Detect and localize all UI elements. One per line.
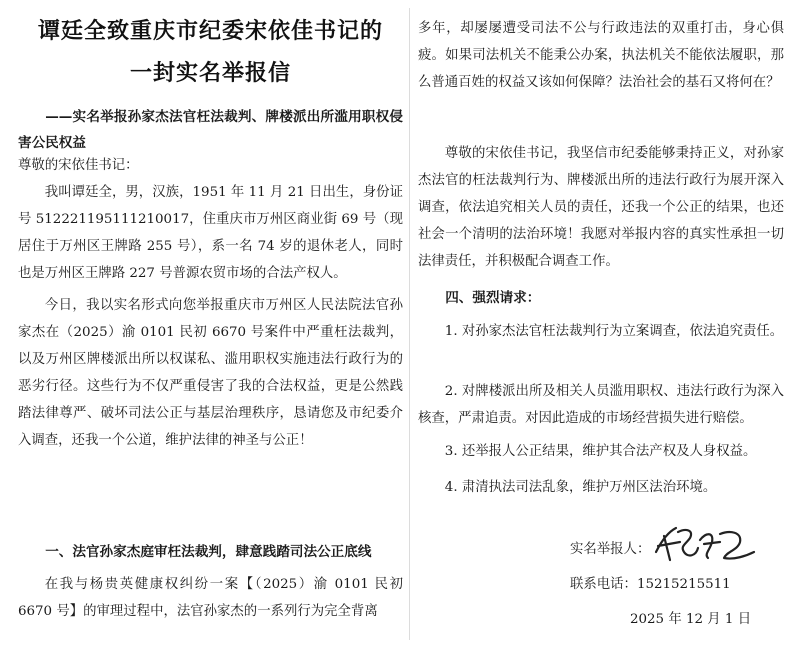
phone-number: 15215215511 (636, 577, 731, 592)
continued-paragraph: 多年，却屡屡遭受司法不公与行政违法的双重打击，身心俱疲。如果司法机关不能秉公办案，执法机关不能依法履职，那么普通百姓的权益又该如何保障？法治社会的基石又将何在？ (418, 21, 784, 90)
title-line-2: 一封实名举报信 (129, 61, 291, 86)
salutation: 尊敬的宋依佳书记： (18, 158, 139, 173)
request-item-3: 3. 还举报人公正结果，维护其合法产权及人身权益。 (444, 444, 757, 459)
signer-label: 实名举报人： (570, 542, 651, 557)
contact-phone (570, 571, 731, 598)
column-divider (409, 8, 410, 640)
report-paragraph: 今日，我以实名形式向您举报重庆市万州区人民法院法官孙家杰在（2025）渝 0101 民初 6670 号案件中严重枉法裁判，以及万州区牌楼派出所以权谋私、滥用职权实施违法行政行为的恶劣行径。这些行为不仅严重侵害了我的合法权益，更是公然践踏法律尊严、破坏司法公正与基层治理秩序，恳请您及市纪委介入调查，还我一个公道，维护法律的神圣与公正！ (18, 298, 403, 448)
intro-paragraph: 我叫谭廷全，男，汉族，1951 年 11 月 21 日出生，身份证号 512221195111210017，住重庆市万州区商业街 69 号（现居住于万州区王牌路 255 号），系一名 74 岁的退休老人，同时也是万州区王牌路 227 号普源农贸市场的合法产权人。 (18, 185, 403, 281)
appeal-paragraph: 尊敬的宋依佳书记，我坚信市纪委能够秉持正义，对孙家杰法官的枉法裁判行为、牌楼派出所的违法行政行为展开深入调查，依法追究相关人员的责任，还我一个公正的结果，也还社会一个清明的法治环境！我愿对举报内容的真实性承担一切法律责任，并积极配合调查工作。 (418, 146, 784, 269)
letter-date: 2025 年 12 月 1 日 (630, 612, 752, 627)
section-1-heading: 一、法官孙家杰庭审枉法裁判，肆意践踏司法公正底线 (45, 544, 372, 560)
phone-label: 联系电话： (570, 577, 637, 592)
request-item-2: 2. 对牌楼派出所及相关人员滥用职权、违法行政行为深入核查，严肃追责。对因此造成的市场经营损失进行赔偿。 (418, 384, 784, 426)
request-item-4: 4. 肃清执法司法乱象，维护万州区法治环境。 (444, 480, 717, 495)
section-1-text: 在我与杨贵英健康权纠纷一案【（2025）渝 0101 民初 6670 号】的审理过程中，法官孙家杰的一系列行为完全背离 (18, 577, 403, 619)
title-line-1: 谭廷全致重庆市纪委宋依佳书记的 (37, 19, 383, 44)
subtitle: ——实名举报孙家杰法官枉法裁判、牌楼派出所滥用职权侵害公民权益 (18, 109, 403, 151)
section-4-heading: 四、强烈请求： (445, 290, 541, 306)
request-item-1: 1. 对孙家杰法官枉法裁判行为立案调查，依法追究责任。 (444, 324, 784, 339)
handwritten-signature (650, 522, 760, 566)
